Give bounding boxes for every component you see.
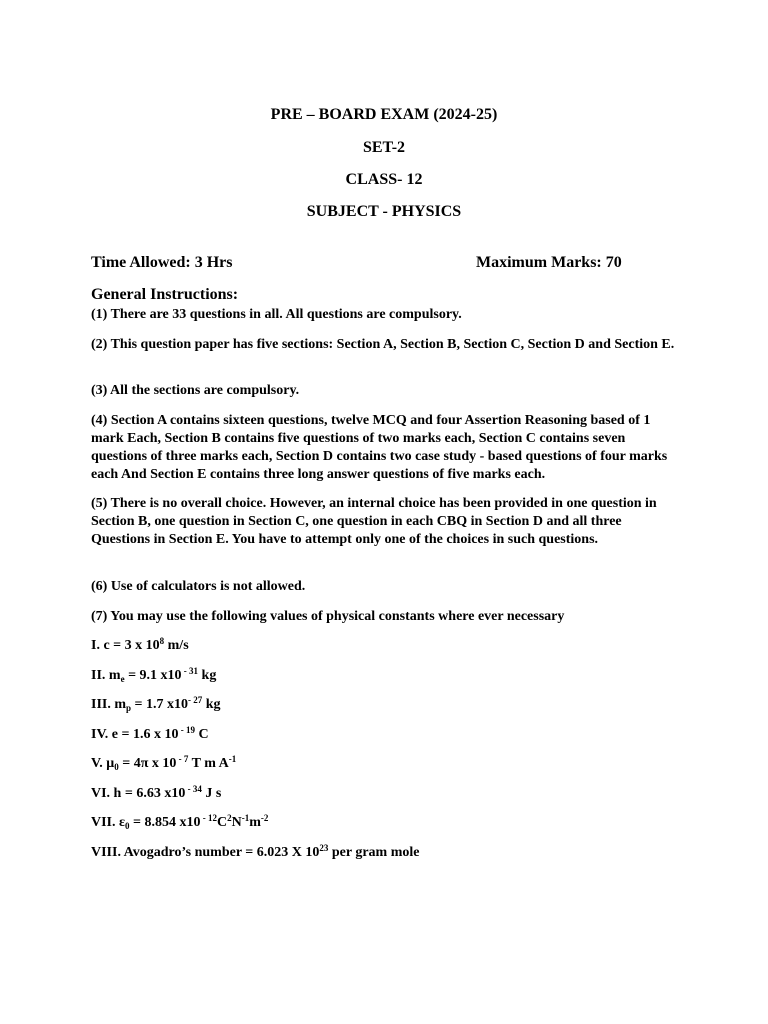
constant-h: VI. h = 6.63 x10 $^{- 34}$ J s	[91, 784, 222, 801]
class-label: CLASS- 12	[345, 171, 423, 188]
constant-eps0: VII. $\varepsilon_0 = 8.854$ x10 $^{- 12}C^2N^{-1}m^{-2}$	[91, 813, 269, 831]
instruction-2: (2) This question paper has five sections: Section A, Section B, Section C, Section D and Section E.	[91, 337, 675, 352]
constant-mp: III. $m_p = 1.7$ $x10^{- 27}$ kg	[91, 695, 221, 713]
instruction-1: (1) There are 33 questions in all. All questions are compulsory.	[91, 307, 462, 322]
constant-mu0: V. $\mu_0 = 4\pi$ x 10 $^{- 7}$ T m $A^{-1}$	[91, 754, 237, 772]
maximum-marks: Maximum Marks: 70	[476, 254, 622, 271]
constant-e: IV. e = 1.6 x 10 $^{- 19}$ C	[91, 725, 209, 742]
time-allowed: Time Allowed: 3 Hrs	[91, 254, 233, 271]
instruction-4: (4) Section A contains sixteen questions, twelve MCQ and four Assertion Reasoning based of 1 mark Each, Section B contains five questions of two marks each, Section C contains seven questions of three marks each, Section D contains two case study - based questions of four marks each And Section E contains three long answer questions of five marks each.	[91, 413, 668, 482]
instruction-3: (3) All the sections are compulsory.	[91, 383, 300, 398]
constant-c: I. c = 3 x $10^8$ m/s	[91, 636, 189, 653]
constant-me: II. $m_e = 9.1$ x10 $^{- 31}$ kg	[91, 666, 217, 684]
instruction-7: (7) You may use the following values of physical constants where ever necessary	[91, 609, 565, 624]
constant-avogadro: VIII. Avogadro’s number = 6.023 X $10^{23}$ per gram mole	[91, 843, 420, 860]
subject-label: SUBJECT - PHYSICS	[306, 203, 462, 220]
general-instructions-title: General Instructions:	[91, 286, 239, 303]
instruction-5: (5) There is no overall choice. However, an internal choice has been provided in one question in Section B, one question in Section C, one question in each CBQ in Section D and all three Questions in Section E. You have to attempt only one of the choices in such questions.	[91, 496, 657, 547]
instruction-6: (6) Use of calculators is not allowed.	[91, 579, 306, 594]
exam-title: PRE – BOARD EXAM (2024-25)	[270, 106, 498, 123]
set-label: SET-2	[362, 139, 406, 156]
